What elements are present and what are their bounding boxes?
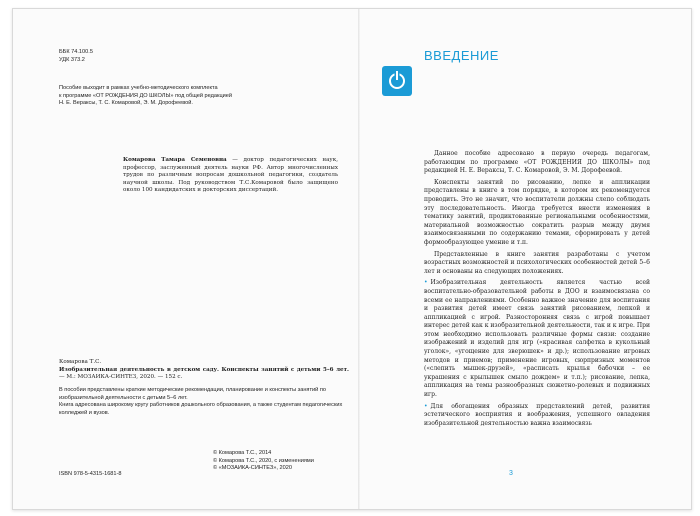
introduction-text	[424, 150, 650, 431]
biblio-title: Изобразительная деятельность в детском саду. Конспекты занятий с детьми 5–6 лет.	[59, 366, 349, 373]
classification-codes	[59, 49, 93, 64]
copyright-block	[213, 450, 353, 473]
bullet-paragraph-2	[424, 403, 650, 429]
left-page	[13, 9, 359, 509]
bullet-paragraph-1	[424, 279, 650, 399]
paragraph-3: Представленные в книге занятия разработаны с учетом возрастных возможностей и психологических особенностей детей 5–6 лет и основаны на следующих положениях.	[424, 250, 650, 275]
bullet-icon: •	[424, 402, 428, 410]
isbn: ISBN 978-5-4315-1681-8	[59, 471, 122, 477]
paragraph-1: Данное пособие адресовано в первую очередь педагогам, работающим по программе «ОТ РОЖДЕНИЯ ДО ШКОЛЫ» под редакцией Н. Е. Вераксы, Т. С. Комаровой, Э. М. Дорофеевой.	[424, 150, 650, 175]
series-note-line-1: Пособие выходит в рамках учебно-методического комплекта	[59, 85, 218, 91]
copyright-1: © Комарова Т.С., 2014	[213, 450, 272, 456]
page-number: 3	[509, 470, 513, 477]
series-note-line-3: Н. Е. Вераксы, Т. С. Комаровой, Э. М. Дорофеевой.	[59, 100, 193, 107]
chapter-heading: ВВЕДЕНИЕ	[424, 48, 499, 63]
biblio-publisher: — М.: МОЗАИКА-СИНТЕЗ, 2020. — 152 с.	[59, 374, 183, 381]
bullet-2-text: Для обогащения образных представлений детей, развития эстетического восприятия и воображения, успешного овладения изобразительной деятельностью важна взаимосвязь	[424, 402, 650, 427]
bullet-1-text: Изобразительная деятельность является частью всей воспитательно-образовательной работы в ДОО и взаимосвязана со всеми ее направлениями. Особенно важное значение для воспитания и развития детей имеет связь занятий рисованием, лепкой и аппликацией с игрой. Разносторонняя связь с игрой повышает интерес детей как к изобразительной деятельности, так и к игре. При этом необходимо использовать различные формы связи: создание изображений и изделий для игр («красивая салфетка в кукольный уголок», «угощение для зверюшек» и др.); использование игровых методов и приемов; применение игровых, сюрпризных моментов («слепить мышек-друзей», «расписать крылья бабочки – ее украшения с крылышек смыло дождем» и т.п.); рисование, лепка, аппликация на темы разнообразных сюжетно-ролевых и подвижных игр.	[424, 279, 650, 399]
paragraph-2: Конспекты занятий по рисованию, лепке и аппликации представлены в книге в том порядке, в котором их рекомендуется проводить. Это не значит, что воспитатели должны слепо соблюдать эту последовательность. Иногда требуется внести изменения в тематику занятий, продиктованные региональными особенностями, материальной возможностью сократить разрыв между двумя взаимосвязанными по содержанию темами, сформировать у детей формообразующее умение и т.п.	[424, 178, 650, 246]
author-bio	[123, 157, 338, 195]
author-bio-text: — доктор педагогических наук, профессор, заслуженный деятель науки РФ. Автор многочисленных трудов по различным вопросам дошкольной педагогики, создатель научной школы. Под руководством Т.С.Комаровой было защищено около 100 кандидатских и докторских диссертаций.	[123, 157, 338, 194]
power-icon-stem	[396, 71, 398, 80]
author-name: Комарова Тамара Семеновна	[123, 157, 227, 163]
annotation-2: Книга адресована широкому кругу работников дошкольного образования, а также студентам педагогических колледжей и вузов.	[59, 402, 343, 416]
copyright-3: © «МОЗАИКА-СИНТЕЗ», 2020	[213, 465, 292, 472]
biblio-author: Комарова Т.С.	[59, 359, 102, 365]
series-note	[59, 85, 339, 108]
copyright-2: © Комарова Т.С., 2020, с изменениями	[213, 457, 314, 464]
annotation	[59, 387, 349, 417]
series-note-line-2: к программе «ОТ РОЖДЕНИЯ ДО ШКОЛЫ» под общей редакцией	[59, 92, 233, 99]
bbk-code: ББК 74.100.5	[59, 49, 93, 55]
bibliographic-record	[59, 359, 349, 382]
annotation-1: В пособии представлены краткие методические рекомендации, планирование и конспекты занятий по изобразительной деятельности с детьми 5–6 лет.	[59, 387, 326, 401]
bullet-icon: •	[424, 279, 428, 287]
power-icon	[382, 66, 412, 96]
udk-code: УДК 373.2	[59, 56, 85, 63]
